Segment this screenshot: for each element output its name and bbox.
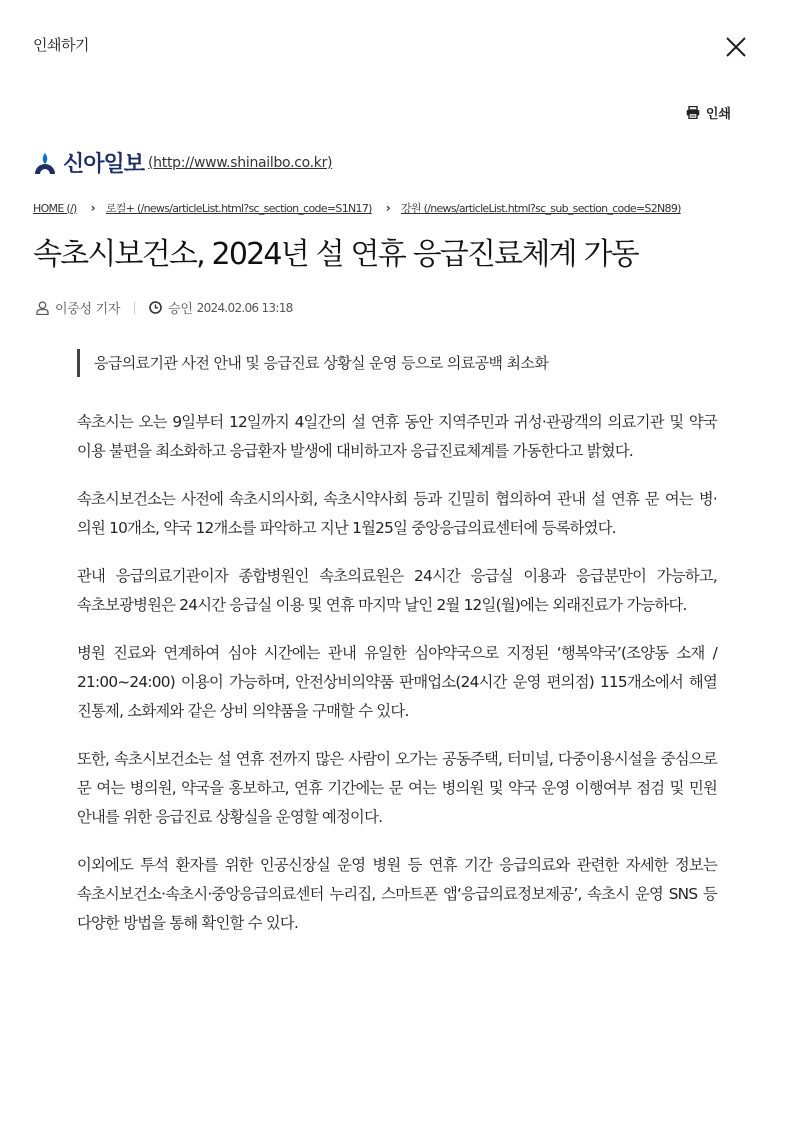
article-headline: 속초시보건소, 2024년 설 연휴 응급진료체계 가동 bbox=[33, 237, 638, 272]
logo-text: 신아일보 bbox=[63, 152, 145, 177]
article-paragraph: 속초시보건소는 사전에 속초시의사회, 속초시약사회 등과 긴밀히 협의하여 관내 설 연휴 문 여는 병·의원 10개소, 약국 12개소를 파악하고 지난 1월25일 중앙응급의료센터에 등록하였다. bbox=[77, 490, 717, 537]
article-byline bbox=[36, 298, 293, 317]
close-icon[interactable] bbox=[724, 35, 748, 59]
breadcrumb bbox=[33, 200, 681, 216]
article-paragraph: 관내 응급의료기관이자 종합병원인 속초의료원은 24시간 응급실 이용과 응급분만이 가능하고, 속초보광병원은 24시간 응급실 이용 및 연휴 마지막 날인 2월 12일(월)에는 외래진료가 가능하다. bbox=[77, 567, 717, 614]
article-subtitle: 응급의료기관 사전 안내 및 응급진료 상황실 운영 등으로 의료공백 최소화 bbox=[77, 349, 548, 377]
article-paragraph: 또한, 속초시보건소는 설 연휴 전까지 많은 사람이 오가는 공동주택, 터미널, 다중이용시설을 중심으로 문 여는 병의원, 약국을 홍보하고, 연휴 기간에는 문 여는 병의원 및 약국 운영 이행여부 점검 및 민원 안내를 위한 응급진료 상황실을 운영할 예정이다. bbox=[77, 750, 717, 826]
chevron-right-icon: › bbox=[90, 201, 95, 215]
breadcrumb-local[interactable]: 로컬+ (/news/articleList.html?sc_section_code=S1N17) bbox=[105, 202, 372, 215]
shinailbo-logo bbox=[33, 147, 144, 178]
clock-icon bbox=[149, 301, 162, 314]
print-label: 인쇄 bbox=[705, 107, 731, 122]
article-paragraph: 이외에도 투석 환자를 위한 인공신장실 운영 병원 등 연휴 기간 응급의료와 관련한 자세한 정보는 속초시보건소·속초시·중앙응급의료센터 누리집, 스마트폰 앱‘응급의료정보제공’, 속초시 운영 SNS 등 다양한 방법을 통해 확인할 수 있다. bbox=[77, 856, 717, 932]
breadcrumb-gangwon[interactable]: 강원 (/news/articleList.html?sc_sub_section_code=S2N89) bbox=[400, 202, 681, 215]
reporter-name: 이중성 기자 bbox=[55, 302, 121, 317]
source-url-link[interactable]: (http://www.shinailbo.co.kr) bbox=[148, 154, 333, 171]
approval-label: 승인 bbox=[168, 302, 193, 317]
source-row bbox=[33, 147, 332, 178]
breadcrumb-home[interactable]: HOME (/) bbox=[33, 201, 77, 215]
byline-divider bbox=[134, 302, 135, 314]
close-button[interactable] bbox=[724, 35, 748, 59]
publish-date: 2024.02.06 13:18 bbox=[196, 300, 293, 315]
page-title: 인쇄하기 bbox=[33, 36, 89, 54]
user-icon bbox=[36, 301, 49, 315]
logo-mark-icon bbox=[33, 151, 57, 175]
printer-icon bbox=[686, 106, 700, 119]
chevron-right-icon: › bbox=[385, 201, 390, 215]
article-body bbox=[77, 408, 717, 957]
article-paragraph: 속초시는 오는 9일부터 12일까지 4일간의 설 연휴 동안 지역주민과 귀성·관광객의 의료기관 및 약국 이용 불편을 최소화하고 응급환자 발생에 대비하고자 응급진료체계를 가동한다고 밝혔다. bbox=[77, 413, 717, 460]
article-paragraph: 병원 진료와 연계하여 심야 시간에는 관내 유일한 심야약국으로 지정된 ‘행복약국’(조양동 소재 / 21:00~24:00) 이용이 가능하며, 안전상비의약품 판매업소(24시간 운영 편의점) 115개소에서 해열 진통제, 소화제와 같은 상비 의약품을 구매할 수 있다. bbox=[77, 644, 717, 720]
print-button[interactable] bbox=[686, 103, 731, 122]
